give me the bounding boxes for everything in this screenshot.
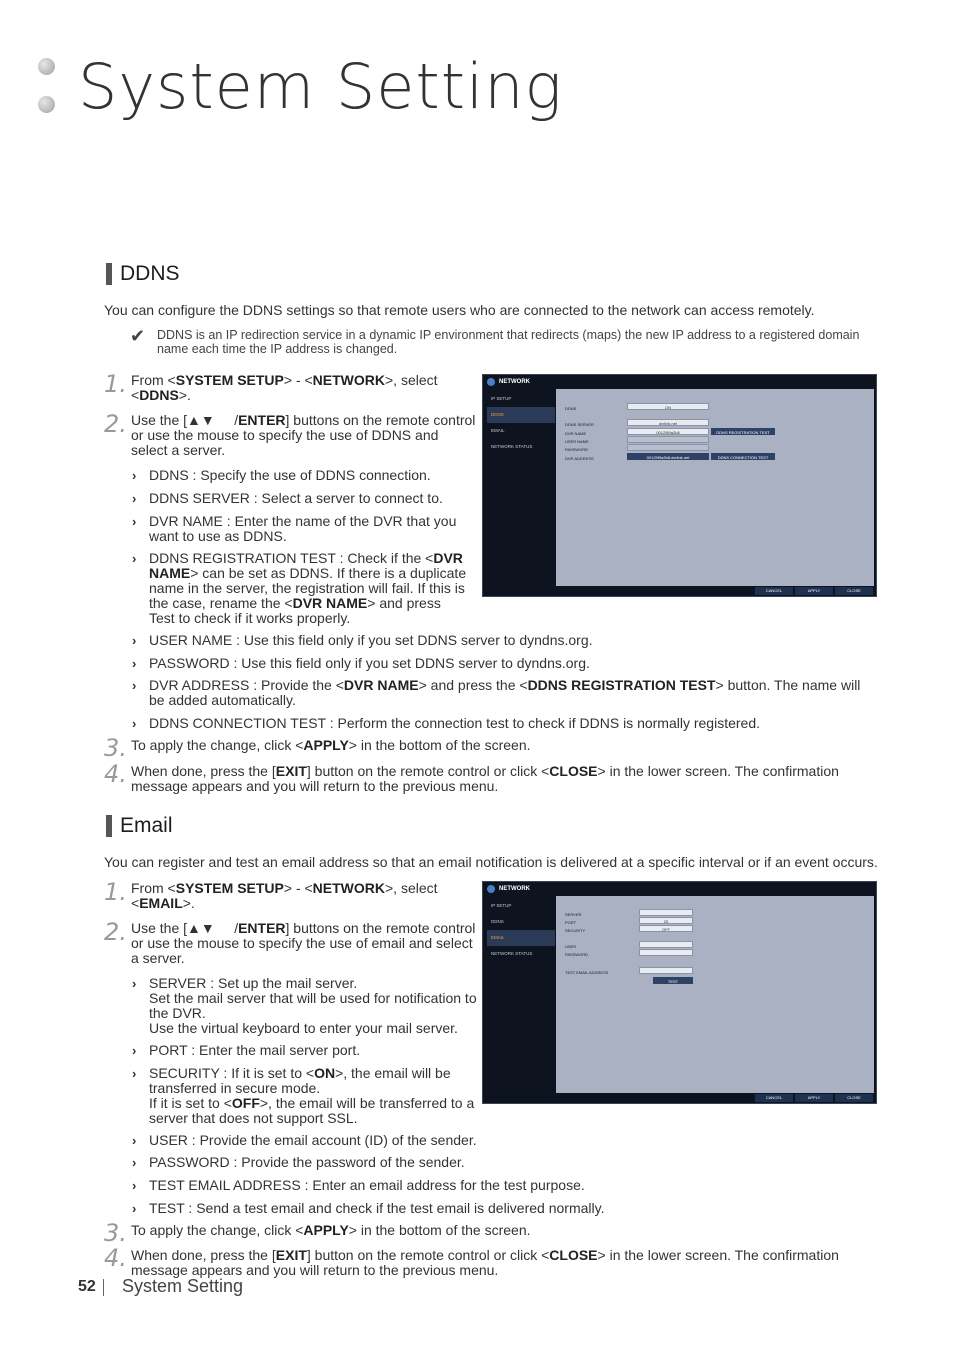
ddns-heading: [106, 262, 180, 286]
side-item-ip-setup[interactable]: IP SETUP: [491, 903, 512, 908]
bullet-port: › PORT : Enter the mail server port.: [132, 1042, 361, 1058]
email-step-2: Use the [▲▼ /ENTER] buttons on the remote control or use the mouse to specify the use of email and select a server.: [131, 920, 476, 966]
email-step-1: From <SYSTEM SETUP> - <NETWORK>, select <EMAIL>.: [131, 880, 438, 911]
side-item-email[interactable]: EMAIL: [487, 930, 555, 946]
ddns-server-select[interactable]: dvrlink.net: [627, 419, 709, 426]
bullet-ddns-reg-test: › DDNS REGISTRATION TEST : Check if the <DVR NAME> can be set as DDNS. If there is a duplicate name in the server, the registration will fail. If this is the case, rename the <DVR NAME> and press Test to check if it works properly.: [132, 550, 467, 626]
label-test-email-address: TEST EMAIL ADDRESS: [565, 970, 609, 975]
dvr-name-input[interactable]: 00125f9a2b8: [627, 428, 709, 435]
step-number: 1.: [104, 878, 127, 906]
ddns-step-2: Use the [▲▼ /ENTER] buttons on the remote control or use the mouse to specify the use of DDNS and select a server.: [131, 412, 476, 458]
bullet-user: › USER : Provide the email account (ID) of the sender.: [132, 1132, 477, 1148]
server-input[interactable]: [639, 909, 693, 916]
globe-icon: [487, 885, 495, 893]
network-sidebar: [487, 898, 555, 962]
user-name-input[interactable]: [627, 436, 709, 443]
network-title: NETWORK: [487, 885, 530, 893]
footer-divider: [103, 1279, 104, 1296]
globe-icon: [487, 378, 495, 386]
test-email-address-input[interactable]: [639, 967, 693, 974]
ddns-registration-test-button[interactable]: DDNS REGISTRATION TEST: [711, 428, 775, 435]
step-number: 3.: [104, 734, 127, 762]
label-dvr-name: DVR NAME: [565, 431, 587, 436]
label-port: PORT: [565, 920, 577, 925]
step-number: 2.: [104, 410, 127, 438]
side-item-ddns[interactable]: DDNS: [491, 919, 504, 924]
label-dvr-address: DVR ADDRESS: [565, 456, 594, 461]
user-input[interactable]: [639, 941, 693, 948]
network-title: NETWORK: [487, 378, 530, 386]
email-heading-text: Email: [120, 814, 173, 837]
side-item-network-status[interactable]: NETWORK STATUS: [491, 444, 533, 449]
password-input[interactable]: [627, 444, 709, 451]
ddns-connection-test-button[interactable]: DDNS CONNECTION TEST: [711, 453, 775, 460]
side-item-email[interactable]: EMAIL: [491, 428, 505, 433]
network-sidebar: [487, 391, 555, 455]
security-select[interactable]: OFF: [639, 925, 693, 932]
step-number: 4.: [104, 760, 127, 788]
label-server: SERVER: [565, 912, 582, 917]
label-user-name: USER NAME: [565, 439, 589, 444]
dvr-address-field: 00125f9a2b8.dvrlink.net: [627, 453, 709, 460]
ddns-screenshot: [482, 374, 877, 597]
page-number: 52: [78, 1278, 96, 1295]
ddns-heading-text: DDNS: [120, 262, 180, 285]
bullet-server: › SERVER : Set up the mail server. Set the mail server that will be used for notification to the DVR. Use the virtual keyboard to enter your mail server.: [132, 975, 477, 1036]
apply-button[interactable]: APPLY: [795, 1094, 833, 1102]
label-ddns-server: DDNS SERVER: [565, 422, 594, 427]
ddns-step-3: To apply the change, click <APPLY> in the bottom of the screen.: [131, 737, 531, 753]
cancel-button[interactable]: CANCEL: [755, 1094, 793, 1102]
step-number: 1.: [104, 370, 127, 398]
bullet-ddns: › DDNS : Specify the use of DDNS connection.: [132, 467, 431, 483]
close-button[interactable]: CLOSE: [835, 1094, 873, 1102]
heading-bar: [106, 815, 112, 837]
bullet-ddns-conn-test: › DDNS CONNECTION TEST : Perform the connection test to check if DDNS is normally registered.: [132, 715, 761, 731]
bullet-user-name: › USER NAME : Use this field only if you set DDNS server to dyndns.org.: [132, 632, 593, 648]
close-button[interactable]: CLOSE: [835, 587, 873, 595]
bullet-test: › TEST : Send a test email and check if the test email is delivered normally.: [132, 1200, 605, 1216]
ddns-panel: [556, 389, 874, 586]
apply-button[interactable]: APPLY: [795, 587, 833, 595]
label-user: USER: [565, 944, 577, 949]
email-screenshot: [482, 881, 877, 1104]
port-input[interactable]: 25: [639, 917, 693, 924]
email-step-3: To apply the change, click <APPLY> in the bottom of the screen.: [131, 1222, 531, 1238]
page-title: System Setting: [78, 50, 563, 123]
ddns-intro: You can configure the DDNS settings so that remote users who are connected to the network can access remotely.: [104, 302, 815, 318]
ddns-step-4: When done, press the [EXIT] button on the remote control or click <CLOSE> in the lower screen. The confirmation message appears and you will return to the previous menu.: [131, 763, 839, 794]
bullet-dvr-name: › DVR NAME : Enter the name of the DVR that you want to use as DDNS.: [132, 513, 457, 544]
bullet-password: › PASSWORD : Use this field only if you set DDNS server to dyndns.org.: [132, 655, 590, 671]
label-email-password: PASSWORD: [565, 952, 589, 957]
bullet-security: › SECURITY : If it is set to <ON>, the email will be transferred in secure mode. If it is set to <OFF>, the email will be transferred to a server that does not support SSL.: [132, 1065, 475, 1126]
label-ddns: DDNS: [565, 406, 577, 411]
email-heading: [106, 814, 173, 838]
email-step-4: When done, press the [EXIT] button on the remote control or click <CLOSE> in the lower screen. The confirmation message appears and you will return to the previous menu.: [131, 1247, 839, 1278]
label-password: PASSWORD: [565, 447, 589, 452]
ddns-note: DDNS is an IP redirection service in a dynamic IP environment that redirects (maps) the new IP address to a registered domain name each time the IP address is changed.: [157, 328, 860, 356]
email-intro: You can register and test an email address so that an email notification is delivered at a specific interval or if an event occurs.: [104, 854, 878, 870]
bullet-test-email-address: › TEST EMAIL ADDRESS : Enter an email address for the test purpose.: [132, 1177, 585, 1193]
bullet-ddns-server: › DDNS SERVER : Select a server to connect to.: [132, 490, 443, 506]
bullet-email-password: › PASSWORD : Provide the password of the sender.: [132, 1154, 465, 1170]
step-number: 3.: [104, 1219, 127, 1247]
bullet-dvr-address: › DVR ADDRESS : Provide the <DVR NAME> and press the <DDNS REGISTRATION TEST> button. The name will be added automatically.: [132, 677, 861, 708]
footer-label: System Setting: [122, 1276, 244, 1296]
heading-bar: [106, 263, 112, 285]
test-button[interactable]: TEST: [653, 977, 693, 984]
ddns-select[interactable]: ON: [627, 403, 709, 410]
check-icon: ✔: [130, 326, 146, 346]
side-item-ddns[interactable]: DDNS: [487, 407, 555, 423]
title-bullet-icon: [36, 56, 58, 116]
side-item-network-status[interactable]: NETWORK STATUS: [491, 951, 533, 956]
email-password-input[interactable]: [639, 949, 693, 956]
step-number: 2.: [104, 918, 127, 946]
cancel-button[interactable]: CANCEL: [755, 587, 793, 595]
side-item-ip-setup[interactable]: IP SETUP: [491, 396, 512, 401]
step-number: 4.: [104, 1244, 127, 1272]
email-panel: [556, 896, 874, 1093]
label-security: SECURITY: [565, 928, 586, 933]
ddns-step-1: From <SYSTEM SETUP> - <NETWORK>, select <DDNS>.: [131, 372, 438, 403]
